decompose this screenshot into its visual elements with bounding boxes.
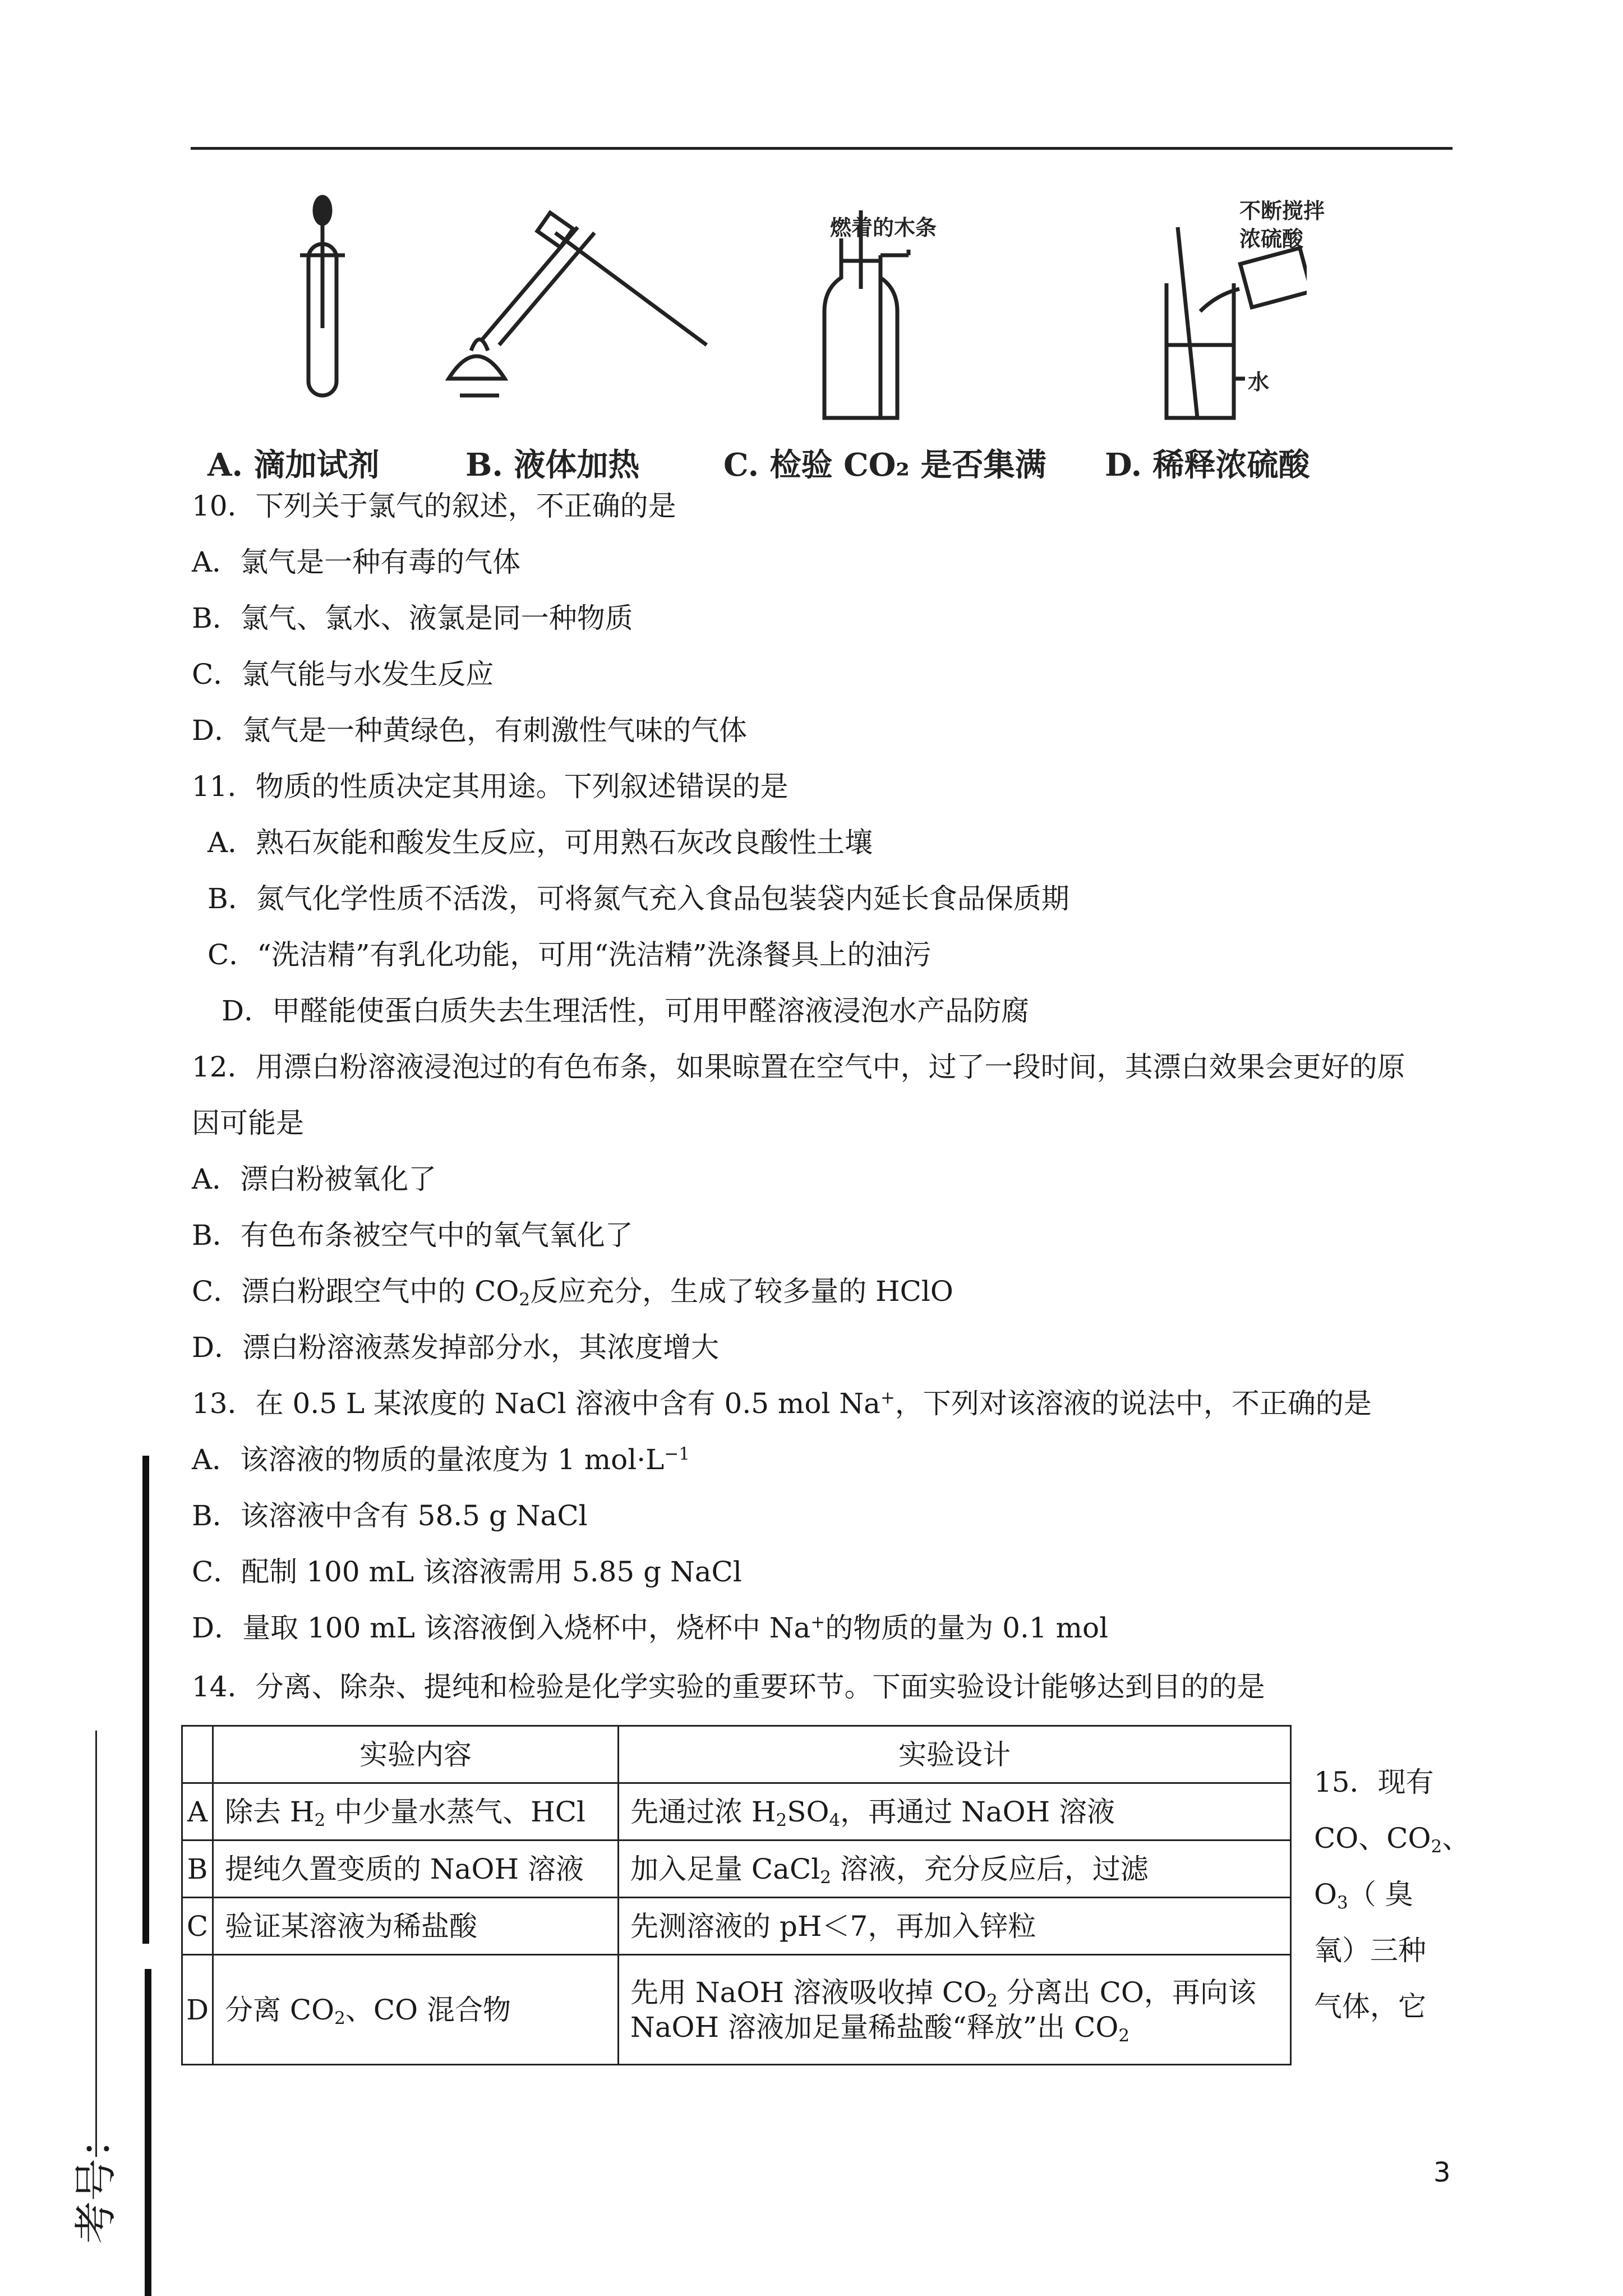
apparatus-a-dropper-icon [300,197,345,395]
caption-d: D. 稀释浓硫酸 [1105,447,1310,484]
q11-option-b: B．氮气化学性质不活泼，可将氮气充入食品包装袋内延长食品保质期 [208,882,1069,915]
apparatus-illustration [185,194,1307,429]
q15-line3: $O_3$（ 臭 [1314,1878,1413,1913]
table-header-row [182,1726,1291,1783]
q12-option-d: D．漂白粉溶液蒸发掉部分水，其浓度增大 [192,1331,720,1364]
q13-option-d: D．量取 100 mL 该溶液倒入烧杯中，烧杯中 Na+的物质的量为 0.1 mol [192,1612,1109,1644]
row-content: 除去 $H_2$ 中少量水蒸气、HCl [213,1783,619,1841]
q12-stem-line2: 因可能是 [192,1107,304,1139]
experiment-table [181,1725,1292,2065]
table-row [182,1783,1291,1841]
apparatus-d-acid-label: 浓硫酸 [1239,226,1304,251]
row-label: D [182,1955,213,2065]
row-content: 提纯久置变质的 NaOH 溶液 [213,1841,619,1898]
exam-number-line [95,1731,97,2157]
row-content: 分离 $CO_2$、CO 混合物 [213,1955,619,2065]
q15-line2: CO、$CO_2$、 [1314,1822,1470,1857]
apparatus-c-gasjar-icon [824,210,909,418]
apparatus-d-dilution-icon [1166,227,1307,418]
row-content: 验证某溶液为稀盐酸 [213,1898,619,1955]
row-design: 先测溶液的 pH＜7，再加入锌粒 [619,1898,1291,1955]
q10-option-b: B．氯气、氯水、液氯是同一种物质 [192,602,633,634]
binding-bar [145,1969,151,2296]
apparatus-d-stir-label: 不断搅拌 [1239,198,1325,223]
q12-stem-line1: 12．用漂白粉溶液浸泡过的有色布条，如果晾置在空气中，过了一段时间，其漂白效果会更好的原 [192,1051,1405,1083]
q10-stem: 10．下列关于氯气的叙述，不正确的是 [192,490,676,522]
table-header-blank [182,1726,213,1783]
table-row [182,1955,1291,2065]
apparatus-d-water-label: 水 [1248,369,1270,394]
q11-option-d: D．甲醛能使蛋白质失去生理活性，可用甲醛溶液浸泡水产品防腐 [222,995,1030,1027]
q11-stem: 11．物质的性质决定其用途。下列叙述错误的是 [192,770,789,803]
q13-stem: 13．在 0.5 L 某浓度的 NaCl 溶液中含有 0.5 mol Na+，下列对该溶液的说法中，不正确的是 [192,1387,1372,1420]
q10-option-c: C．氯气能与水发生反应 [192,658,494,691]
q15-line5: 气体，它 [1314,1990,1426,2023]
caption-c: C. 检验 CO₂ 是否集满 [723,447,1046,484]
row-design: 加入足量 CaCl$_2$ 溶液，充分反应后，过滤 [619,1841,1291,1898]
q14-stem: 14．分离、除杂、提纯和检验是化学实验的重要环节。下面实验设计能够达到目的的是 [192,1671,1265,1703]
row-design: 先通过浓 $H_2SO_4$，再通过 NaOH 溶液 [619,1783,1291,1841]
exam-number-label: 考号： [71,2116,121,2244]
q15-line1: 15．现有 [1314,1766,1434,1798]
binding-bar [142,1456,149,1944]
q15-line4: 氧）三种 [1314,1934,1426,1967]
table-header-design: 实验设计 [619,1726,1291,1783]
apparatus-b-heating-icon [449,213,707,395]
q11-option-c: C．“洗洁精”有乳化功能，可用“洗洁精”洗涤餐具上的油污 [208,938,932,971]
table-header-content: 实验内容 [213,1726,619,1783]
q11-option-a: A．熟石灰能和酸发生反应，可用熟石灰改良酸性土壤 [208,826,873,859]
header-rule [191,147,1453,150]
table-row [182,1898,1291,1955]
row-label: A [182,1783,213,1841]
caption-b: B. 液体加热 [465,447,640,484]
q13-option-b: B．该溶液中含有 58.5 g NaCl [192,1499,588,1532]
q13-option-c: C．配制 100 mL 该溶液需用 5.85 g NaCl [192,1556,742,1588]
q10-option-a: A．氯气是一种有毒的气体 [192,546,521,578]
q12-option-b: B．有色布条被空气中的氧气氧化了 [192,1219,633,1251]
apparatus-c-label: 燃着的木条 [830,215,937,240]
caption-a: A. 滴加试剂 [208,447,380,484]
q13-option-a: A．该溶液的物质的量浓度为 1 $mol\cdot L^{-1}$ [192,1443,690,1476]
q12-option-c: C．漂白粉跟空气中的 $CO_2$反应充分，生成了较多量的 HClO [192,1275,953,1310]
q12-option-a: A．漂白粉被氧化了 [192,1163,437,1195]
row-design: 先用 NaOH 溶液吸收掉 $CO_2$ 分离出 CO，再向该 NaOH 溶液加足量稀盐酸“释放”出 $CO_2$ [619,1955,1291,2065]
table-row [182,1841,1291,1898]
page-number: 3 [1433,2157,1451,2188]
apparatus-figure [185,194,1325,485]
row-label: B [182,1841,213,1898]
row-label: C [182,1898,213,1955]
q10-option-d: D．氯气是一种黄绿色，有刺激性气味的气体 [192,714,748,747]
